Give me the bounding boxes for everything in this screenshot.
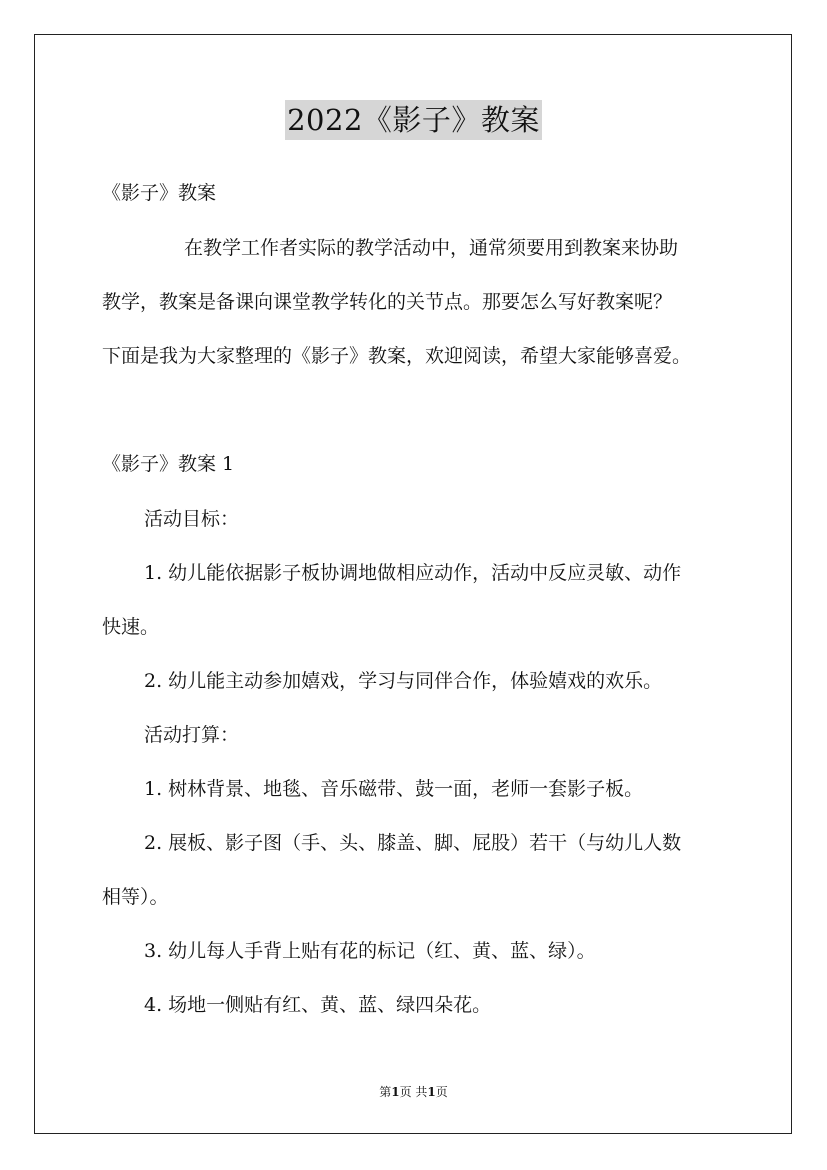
paragraph-line: 在教学工作者实际的教学活动中，通常须要用到教案来协助 bbox=[184, 237, 679, 259]
footer-page-total: 1 bbox=[427, 1085, 436, 1099]
list-item: 2. 展板、影子图（手、头、膝盖、脚、屁股）若干（与幼儿人数 bbox=[144, 832, 682, 854]
page-footer bbox=[0, 1084, 827, 1100]
subheading-preparation: 活动打算： bbox=[144, 724, 240, 746]
paragraph-line: 教学，教案是备课向课堂教学转化的关节点。那要怎么写好教案呢？ bbox=[102, 291, 673, 313]
list-item-continued: 相等）。 bbox=[102, 886, 169, 908]
footer-mid: 页 共 bbox=[399, 1085, 428, 1099]
list-item-continued: 快速。 bbox=[102, 616, 160, 638]
list-item: 4. 场地一侧贴有红、黄、蓝、绿四朵花。 bbox=[144, 994, 492, 1016]
list-item: 1. 幼儿能依据影子板协调地做相应动作，活动中反应灵敏、动作 bbox=[144, 562, 682, 584]
title-wrap bbox=[0, 100, 827, 140]
section-heading: 《影子》教案 1 bbox=[102, 453, 235, 475]
document-title: 2022《影子》教案 bbox=[285, 100, 542, 140]
footer-page-number: 1 bbox=[391, 1085, 400, 1099]
footer-suffix: 页 bbox=[435, 1085, 448, 1099]
list-item: 2. 幼儿能主动参加嬉戏，学习与同伴合作，体验嬉戏的欢乐。 bbox=[144, 670, 663, 692]
list-item: 1. 树林背景、地毯、音乐磁带、鼓一面，老师一套影子板。 bbox=[144, 778, 644, 800]
footer-prefix: 第 bbox=[379, 1085, 392, 1099]
paragraph-line: 下面是我为大家整理的《影子》教案，欢迎阅读，希望大家能够喜爱。 bbox=[102, 345, 692, 367]
subheading-goals: 活动目标： bbox=[144, 508, 240, 530]
intro-heading: 《影子》教案 bbox=[102, 182, 217, 204]
list-item: 3. 幼儿每人手背上贴有花的标记（红、黄、蓝、绿）。 bbox=[144, 940, 596, 962]
